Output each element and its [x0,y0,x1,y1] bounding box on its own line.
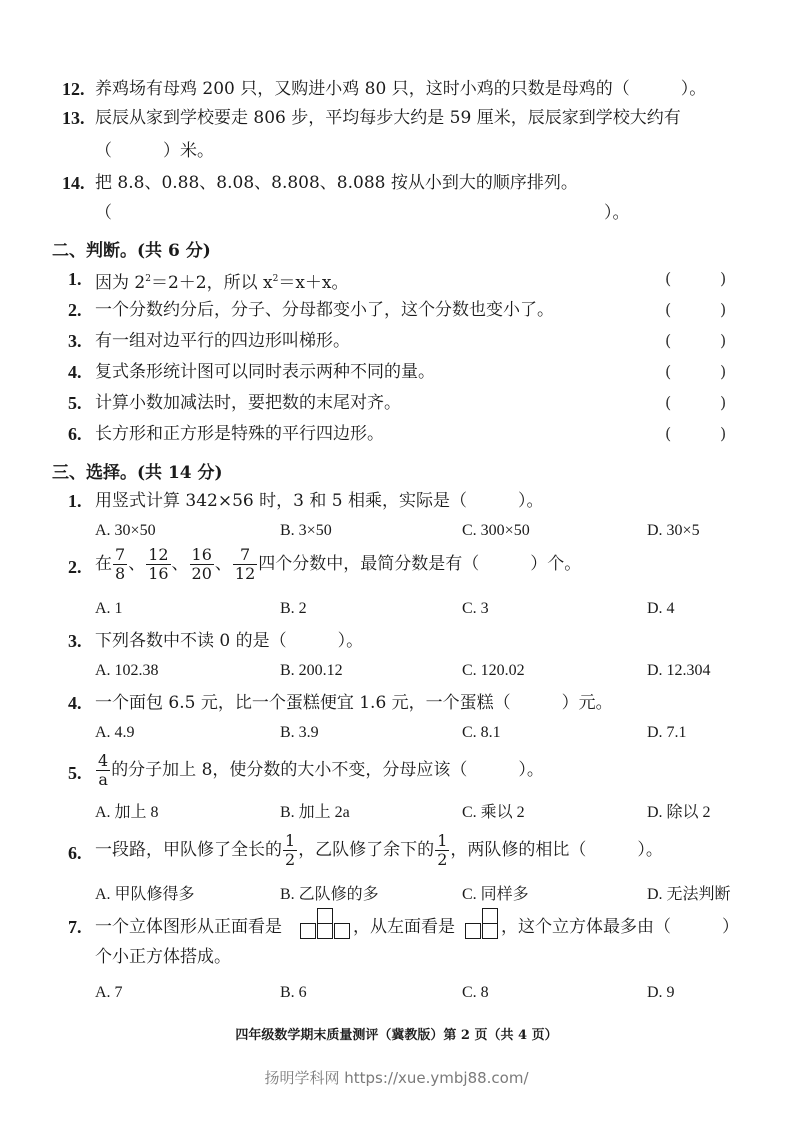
option-d[interactable]: D. 除以 2 [647,804,711,821]
option-d[interactable]: D. 无法判断 [647,886,731,903]
question-text: ，这个立方体最多由（ ） [501,917,739,937]
option-a[interactable]: A. 7 [95,984,123,1001]
question-number: 7. [68,917,82,937]
question-text: 复式条形统计图可以同时表示两种不同的量。 [95,362,435,382]
option-c[interactable]: C. 120.02 [462,662,525,679]
question-number: 5. [68,393,82,413]
option-a[interactable]: A. 1 [95,600,123,617]
question-number: 4. [68,362,82,382]
question-text: ，从左面看是 [353,917,455,937]
question-text: 一个立体图形从正面看是 [95,917,282,937]
fraction: $\frac{4}{a}$ [98,751,109,789]
question-text: $\frac{4}{a}$ 的分子加上 8，使分数的大小不变，分母应该（ ）。 [98,751,544,789]
section-title-choice: 三、选择。(共 14 分) [52,463,223,483]
front-view-figure [300,908,352,942]
question-text: 一个面包 6.5 元，比一个蛋糕便宜 1.6 元，一个蛋糕（ ）元。 [95,693,613,713]
answer-paren-close: ) [720,393,727,412]
option-b[interactable]: B. 3×50 [280,522,332,539]
question-number: 1. [68,269,82,289]
section-title-judge: 二、判断。(共 6 分) [52,241,211,261]
question-number: 6. [68,424,82,444]
answer-paren-close: ) [720,362,727,381]
option-c[interactable]: C. 8 [462,984,489,1001]
fraction: $\frac{7}{8}$ [115,545,126,583]
option-c[interactable]: C. 乘以 2 [462,804,525,821]
question-number: 1. [68,491,82,511]
option-a[interactable]: A. 102.38 [95,662,159,679]
question-number: 5. [68,763,82,783]
option-b[interactable]: B. 加上 2a [280,804,350,821]
question-number: 6. [68,843,82,863]
question-number: 4. [68,693,82,713]
option-d[interactable]: D. 9 [647,984,675,1001]
question-number: 3. [68,631,82,651]
option-a[interactable]: A. 加上 8 [95,804,159,821]
answer-paren-open[interactable]: ( [665,269,672,288]
answer-paren-open[interactable]: ( [665,331,672,350]
question-text: 辰辰从家到学校要走 806 步，平均每步大约是 59 厘米，辰辰家到学校大约有 [95,108,681,128]
question-number: 12. [62,79,85,99]
question-number: 13. [62,108,85,128]
question-text: 一段路，甲队修了全长的 $\frac{1}{2}$ ，乙队修了余下的 $\frac{1}{2}$ ，两队修的相比（ ）。 [95,831,663,869]
answer-paren-close: ) [720,300,727,319]
fraction: $\frac{1}{2}$ [437,831,448,869]
question-text: 下列各数中不读 0 的是（ ）。 [95,631,364,651]
fraction: $\frac{7}{12}$ [234,545,256,583]
answer-blank[interactable]: （ ）米。 [95,141,214,161]
fraction: $\frac{1}{2}$ [285,831,296,869]
answer-paren-open[interactable]: ( [665,362,672,381]
option-b[interactable]: B. 200.12 [280,662,343,679]
option-c[interactable]: C. 8.1 [462,724,501,741]
option-d[interactable]: D. 7.1 [647,724,687,741]
answer-paren-open[interactable]: ( [665,300,672,319]
option-b[interactable]: B. 6 [280,984,307,1001]
question-text: 养鸡场有母鸡 200 只，又购进小鸡 80 只，这时小鸡的只数是母鸡的（ ）。 [95,79,707,99]
option-d[interactable]: D. 4 [647,600,675,617]
page-footer: 四年级数学期末质量测评（冀教版）第 2 页（共 4 页） [235,1028,558,1043]
option-b[interactable]: B. 2 [280,600,307,617]
question-text: 长方形和正方形是特殊的平行四边形。 [95,424,384,444]
left-view-figure [465,908,501,942]
question-number: 14. [62,173,85,193]
fraction: $\frac{16}{20}$ [191,545,212,583]
answer-paren-open[interactable]: ( [665,424,672,443]
answer-paren-open[interactable]: ( [665,393,672,412]
option-a[interactable]: A. 甲队修得多 [95,886,195,903]
option-c[interactable]: C. 3 [462,600,489,617]
watermark-link[interactable]: 扬明学科网 https://xue.ymbj88.com/ [264,1069,529,1087]
question-number: 2. [68,300,82,320]
answer-paren-close: ) [720,331,727,350]
answer-paren-close: ) [720,269,727,288]
option-a[interactable]: A. 30×50 [95,522,156,539]
answer-paren-close: ) [720,424,727,443]
option-a[interactable]: A. 4.9 [95,724,135,741]
option-b[interactable]: B. 乙队修的多 [280,886,379,903]
answer-paren-close: ）。 [604,203,630,223]
answer-paren-open: （ [95,203,112,223]
option-c[interactable]: C. 300×50 [462,522,530,539]
question-text: 计算小数加减法时，要把数的末尾对齐。 [95,393,401,413]
question-text: 一个分数约分后，分子、分母都变小了，这个分数也变小了。 [95,300,554,320]
question-text: 因为 $2^2=2+2$，所以 $x^2=x+x$。 [95,273,349,293]
option-d[interactable]: D. 12.304 [647,662,711,679]
fraction: $\frac{12}{16}$ [148,545,169,583]
question-text: 用竖式计算 342×56 时，3 和 5 相乘，实际是（ ）。 [95,491,544,511]
question-text: 有一组对边平行的四边形叫梯形。 [95,331,350,351]
option-d[interactable]: D. 30×5 [647,522,700,539]
question-text: 把 8.8、0.88、8.08、8.808、8.088 按从小到大的顺序排列。 [95,173,578,193]
question-text: 个小正方体搭成。 [95,947,231,967]
question-number: 3. [68,331,82,351]
option-b[interactable]: B. 3.9 [280,724,319,741]
question-text: 在 $\frac{7}{8}$ 、 $\frac{12}{16}$ 、 $\frac{16}{20}$ 、 $\frac{7}{12}$ 四个分数中，最简分数是有（ ）个。 [95,545,582,583]
question-number: 2. [68,557,82,577]
option-c[interactable]: C. 同样多 [462,886,529,903]
